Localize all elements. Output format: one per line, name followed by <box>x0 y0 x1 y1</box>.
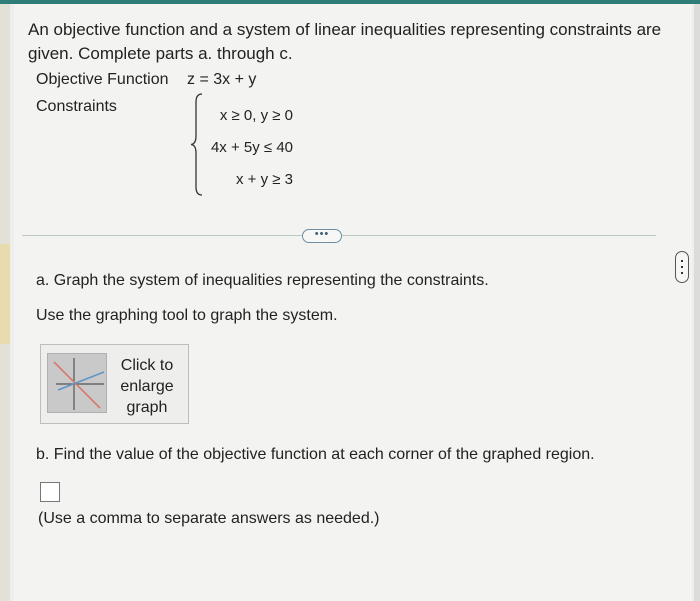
answer-hint: (Use a comma to separate answers as needed.) <box>38 510 380 527</box>
graph-thumbnail-icon <box>47 353 107 413</box>
part-a-prompt: a. Graph the system of inequalities representing the constraints. <box>36 272 489 289</box>
constraint-nonnegativity: x ≥ 0, y ≥ 0 <box>219 107 293 124</box>
dot-icon <box>681 266 683 268</box>
objective-function-label: Objective Function <box>36 71 169 88</box>
constraint-resource-limit: 4x + 5y ≤ 40 <box>210 139 293 156</box>
left-edge-accent <box>0 244 10 344</box>
enlarge-graph-button[interactable] <box>40 344 189 424</box>
enlarge-graph-caption-line: enlarge <box>120 378 174 395</box>
objective-function-equation: z = 3x + y <box>187 71 257 88</box>
part-a-instruction: Use the graphing tool to graph the system. <box>36 307 338 324</box>
part-b-prompt: b. Find the value of the objective function at each corner of the graphed region. <box>36 446 595 463</box>
dot-icon <box>681 272 683 274</box>
dot-icon <box>681 260 683 262</box>
show-more-button[interactable]: ••• <box>302 229 342 243</box>
enlarge-graph-caption-line: graph <box>126 399 168 416</box>
constraint-minimum-sum: x + y ≥ 3 <box>235 171 293 188</box>
constraints-label: Constraints <box>36 98 117 115</box>
enlarge-graph-caption-line: Click to <box>120 357 174 374</box>
enlarge-graph-caption <box>111 355 183 418</box>
left-edge-strip <box>0 4 10 601</box>
problem-intro: An objective function and a system of linear inequalities representing constraints are given. Complete parts a. through c. <box>28 20 662 63</box>
right-edge-strip <box>694 4 700 601</box>
answer-input[interactable] <box>40 482 60 502</box>
side-menu-button[interactable] <box>675 251 689 283</box>
